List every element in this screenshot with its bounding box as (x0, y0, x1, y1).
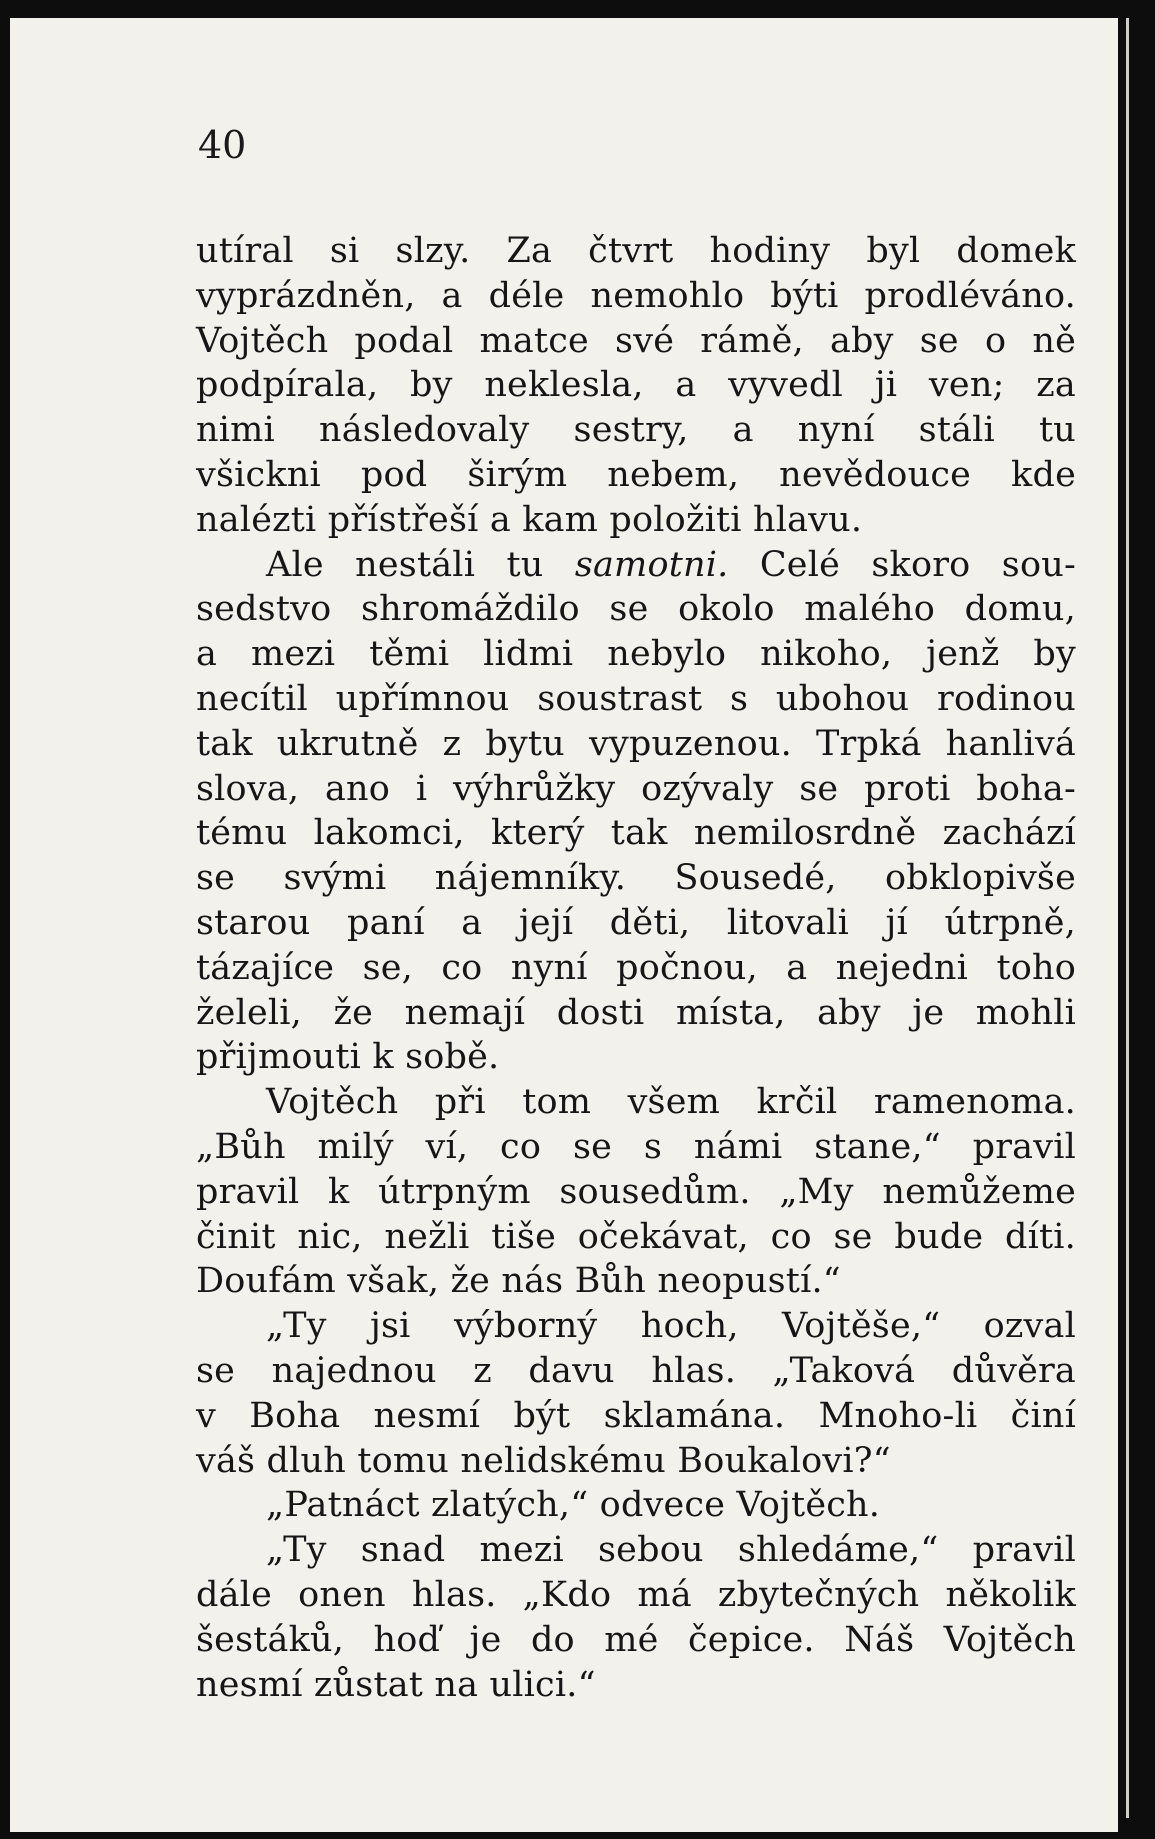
text-line: vyprázdněn, a déle nemohlo býti prodléváno. (196, 275, 1076, 316)
text-line: nesmí zůstat na ulici.“ (196, 1664, 596, 1705)
text-line: podpírala, by neklesla, a vyvedl ji ven; za (196, 365, 1076, 406)
text-line: Vojtěch při tom všem krčil ramenoma. (266, 1082, 1076, 1123)
text-line: a mezi těmi lidmi nebylo nikoho, jenž by (196, 634, 1076, 675)
text-line: „Ty snad mezi sebou shledáme,“ pravil (266, 1530, 1076, 1571)
page-edge (1126, 18, 1129, 1818)
text-line: sedstvo shromáždilo se okolo malého domu, (196, 589, 1076, 630)
text-line: pravil k útrpným sousedům. „My nemůžeme (196, 1171, 1076, 1212)
text-segment: Ale nestáli tu (266, 544, 575, 585)
text-line: tázajíce se, co nyní počnou, a nejedni toho (196, 947, 1076, 988)
text-line: necítil upřímnou soustrast s ubohou rodinou (196, 678, 1076, 719)
italic-word: samotni. (574, 544, 729, 585)
body-text (196, 229, 1076, 1707)
text-line: „Ty jsi výborný hoch, Vojtěše,“ ozval (266, 1306, 1076, 1347)
text-line: Vojtěch podal matce své rámě, aby se o ně (196, 320, 1076, 361)
text-line: utíral si slzy. Za čtvrt hodiny byl domek (196, 231, 1076, 271)
book-page (10, 18, 1118, 1832)
text-line: šestáků, hoď je do mé čepice. Náš Vojtěch (196, 1619, 1076, 1660)
text-line: všickni pod širým nebem, nevědouce kde (196, 454, 1076, 495)
text-line (196, 543, 1076, 588)
text-line: dále onen hlas. „Kdo má zbytečných několik (196, 1574, 1076, 1615)
text-line: nalézti přístřeší a kam položiti hlavu. (196, 499, 863, 540)
text-line: se svými nájemníky. Sousedé, obklopivše (196, 858, 1076, 899)
text-line: slova, ano i výhrůžky ozývaly se proti boha- (196, 768, 1076, 809)
text-line: Doufám však, že nás Bůh neopustí.“ (196, 1261, 841, 1302)
text-line: činit nic, nežli tiše očekávat, co se bude díti. (196, 1216, 1076, 1257)
text-line: želeli, že nemají dosti místa, aby je mohli (196, 992, 1076, 1033)
text-line: „Patnáct zlatých,“ odvece Vojtěch. (266, 1485, 881, 1526)
page-number: 40 (198, 123, 247, 167)
text-line: tému lakomci, který tak nemilosrdně zachází (196, 813, 1076, 854)
text-line: nimi následovaly sestry, a nyní stáli tu (196, 410, 1076, 451)
text-line: tak ukrutně z bytu vypuzenou. Trpká hanlivá (196, 723, 1076, 764)
text-line: přijmouti k sobě. (196, 1037, 500, 1078)
text-line: se najednou z davu hlas. „Taková důvěra (196, 1350, 1076, 1391)
text-line: v Boha nesmí být sklamána. Mnoho-li činí (196, 1395, 1076, 1436)
text-line: váš dluh tomu nelidskému Boukalovi?“ (196, 1440, 891, 1481)
text-segment: Celé skoro sou- (728, 544, 1076, 585)
text-line: starou paní a její děti, litovali jí útrpně, (196, 902, 1076, 943)
text-line: „Bůh milý ví, co se s námi stane,“ pravil (196, 1126, 1076, 1167)
